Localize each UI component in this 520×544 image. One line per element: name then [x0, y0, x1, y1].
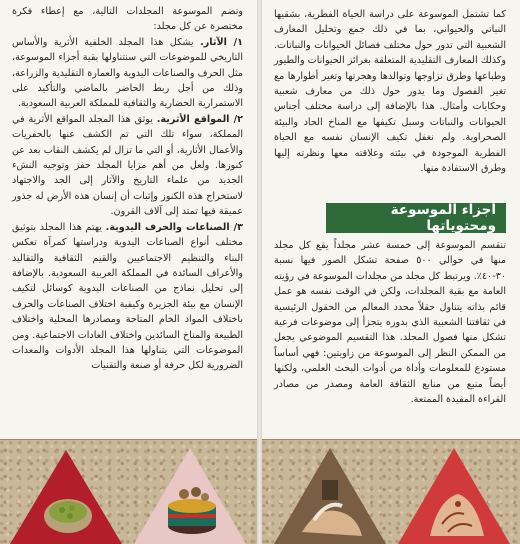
volume-item-2-body: يوثق هذا المجلد المواقع الأثرية في المملكة، سواء تلك التي تم الكشف عنها بالحفريات والأعمال الأثارية، أو التي ما تزال لم يكشف النقاب بعد عن كنوزها. ولعل من أهم مزايا المجلد حفز وتوجيه النشء الجديد من علماء التاريخ والآثار إلى الجد والاجتهاد لاستخراج هذه الكنوز وإثبات أن إنسان هذه الأرض له جذور عميقة فيها تمتد إلى آلاف القرون. [12, 113, 243, 218]
left-page [0, 0, 257, 544]
right-page-top-text [262, 0, 520, 176]
volume-item-1 [12, 35, 243, 112]
volumes-description-paragraph: تنقسم الموسوعة إلى خمسة عشر مجلداً يقع كل مجلد منها في حوالي ٥٠٠ صفحة تشكل الصور فيها نسبة ٣٠-٤٠٪. ويرتبط كل مجلد من مجلدات الموسوعة في رؤيته العامة مع بقية المجلدات، ولكن في الوقت نفسه هو عمل قائم بذاته يتناول حقلاً محدد المعالم من الحقول الرئيسية في ثقافتنا الشعبية الذي بدوره يتجزأ إلى موضوعات فرعية تشكل منها فصول المجلد. هذا التقسيم الموضوعي يجعل من الممكن النظر إلى الموسوعة من زاويتين: فهي أساساً مستودع للمعلومات وأداة من أدوات البحث العلمي، ولكنها أيضاً منبع من منابع الثقافة العامة ومصدر من مصادر القراءة المفيدة الممتعة. [274, 240, 506, 406]
decorative-photo-band-right [262, 439, 520, 544]
volume-item-1-body: يشكل هذا المجلد الخلفية الأثرية والأساس التاريخي للموضوعات التي سنتناولها بقية أجزاء الموسوعة، مثل الحرف والصناعات اليدوية والعمارة التقليدية والزراعة، وذلك من أجل ربط الحاضر بالماضي والتأكيد على الاستمرارية الحضارية والثقافية للمملكة العربية السعودية. [12, 36, 243, 110]
triangle-photos-right [262, 440, 520, 544]
section-heading: أجزاء الموسوعة ومحتوياتها [326, 203, 506, 233]
cardamom-pods-icon [49, 501, 87, 523]
volumes-intro: وتضم الموسوعة المجلدات التالية، مع إعطاء فكرة مختصرة عن كل مجلد: [12, 6, 243, 33]
left-page-text [0, 0, 257, 374]
right-page-bottom-text [262, 238, 520, 407]
volume-item-3 [12, 220, 243, 374]
volume-item-1-title: ١/ الآثار. [200, 36, 243, 48]
decorative-photo-band-left [0, 439, 257, 544]
volume-item-3-title: ٣/ الصناعات والحرف اليدوية. [105, 221, 243, 233]
volume-item-2 [12, 112, 243, 220]
volume-item-3-body: يهتم هذا المجلد بتوثيق مختلف أنواع الصناعات اليدوية ودراستها كمرآة تعكس البناء والتنظيم الاجتماعيين والقيم الثقافية والتقاليد والأعراف السائدة في المملكة العربية السعودية. بالإضافة إلى تحليل نماذج من الصناعات اليدوية كوسائل لتكيف الإنسان مع بيئة الجزيرة وكيفية اختلاف الصناعات والحرف باختلاف المواد الخام المتاحة ومصادرها المحلية واختلاف الطبيعة والمناخ السائدين واختلاف العادات الاجتماعية. ومن الموضوعات التي يتناولها هذا المجلد الأدوات والمعدات الضرورية لكل حرفة أو صنعة والتقنيات [12, 221, 243, 372]
triangle-photos-left [0, 440, 257, 544]
wildlife-paragraph: كما تشتمل الموسوعة على دراسة الحياة الفطرية، بشقيها النباتي والحيواني، بما في ذلك جمع وتحليل المعارف الشعبية التي تدور حول مختلف فصائل الحيوانات والنباتات. وكذلك المعارف التقليدية المتعلقة بغرائز الحيوانات والطيور وطباعها وطرق تزاوجها وتوالدها وهجرتها وتغير أطوارها مع تغير الفصول وما يدور حول ذلك من معارف شعبية وحكايات وأمثال. هذا بالإضافة إلى دراسة مختلف أجناس الحيوانات والنباتات وسبل تكيفها مع المناخ الحاد والبيئة الصحراوية. ولم نغفل تكيف الإنسان نفسه مع الحياة الفطرية الموجودة في بيئته وعلاقته معها ونظرته إليها وطرق الاستفادة منها. [274, 9, 506, 175]
right-page [262, 0, 520, 544]
volume-item-2-title: ٢/ المواقع الأثرية. [156, 113, 243, 125]
